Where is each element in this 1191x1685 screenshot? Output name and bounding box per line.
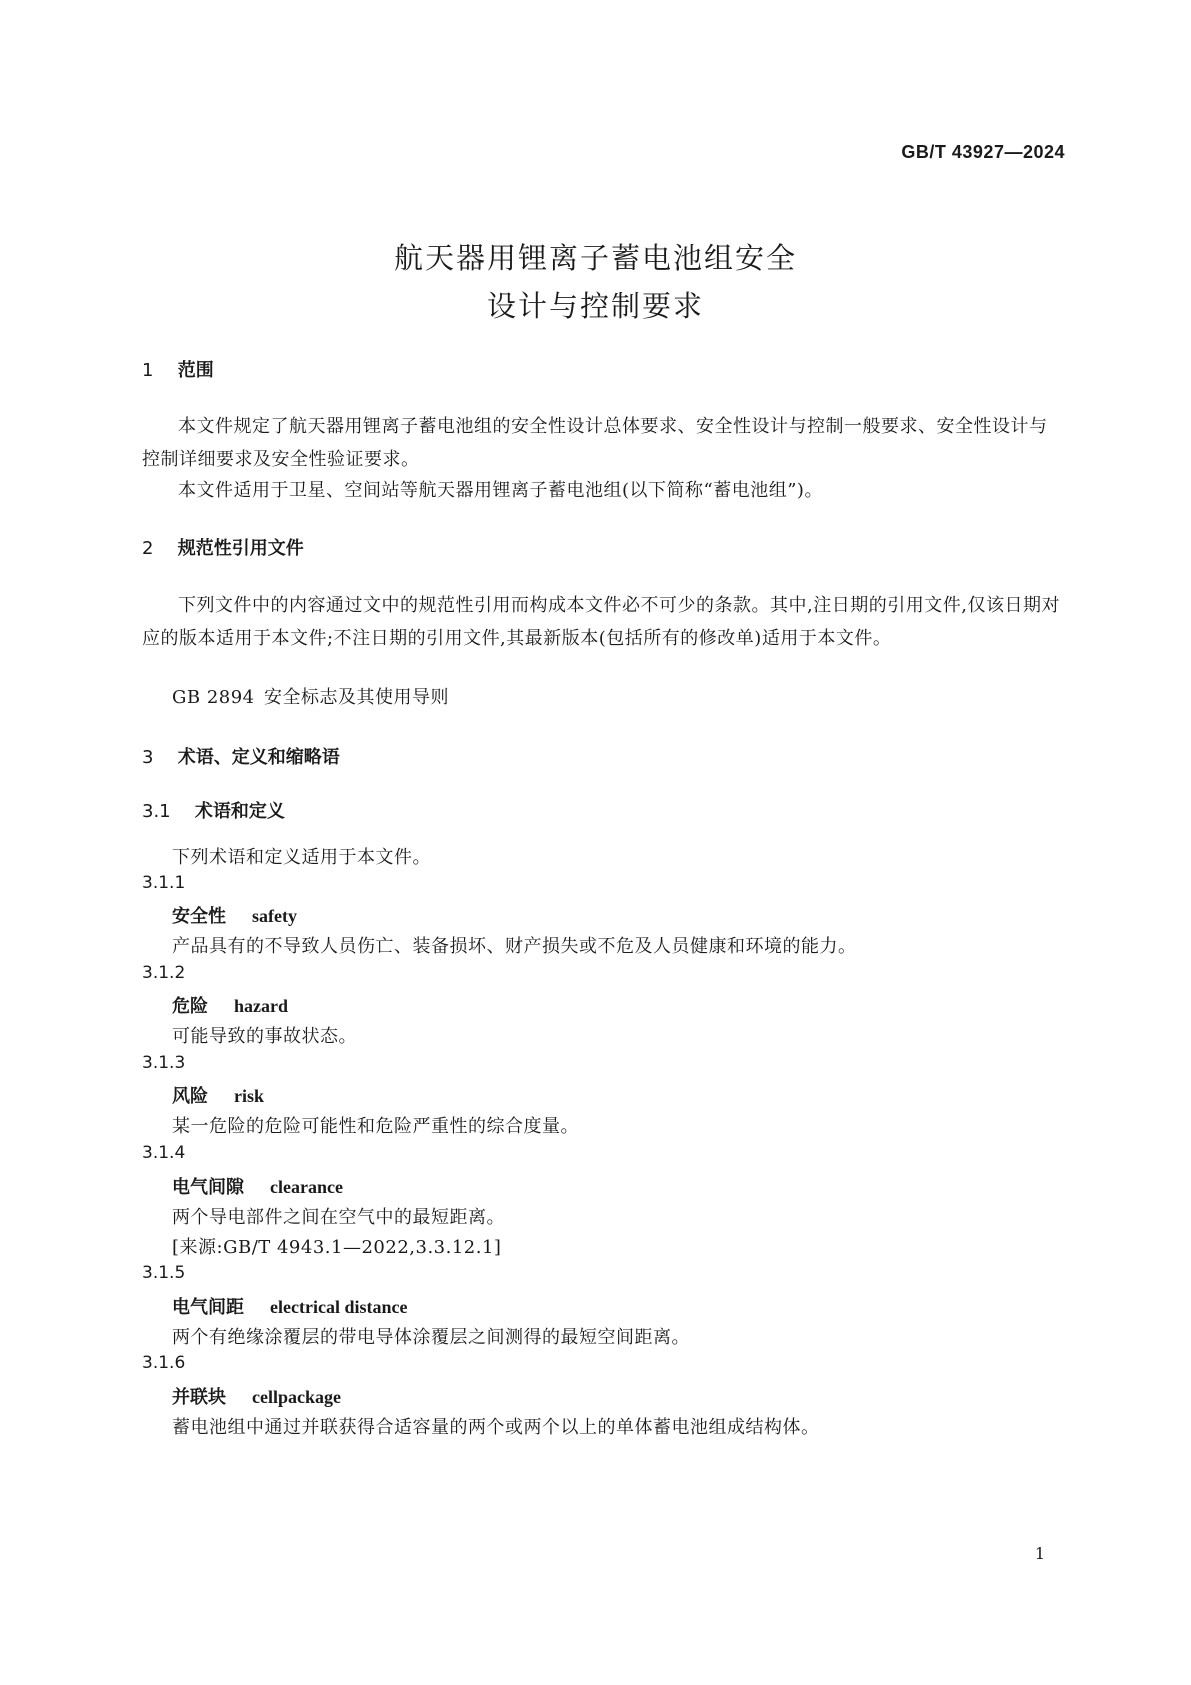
term-en: hazard	[234, 996, 288, 1016]
title-line-1: 航天器用锂离子蓄电池组安全	[393, 241, 797, 275]
section-number: 3	[142, 747, 154, 768]
terms-intro: 下列术语和定义适用于本文件。	[172, 847, 431, 868]
section-1-paragraph-2: 本文件适用于卫星、空间站等航天器用锂离子蓄电池组(以下简称“蓄电池组”)。	[178, 480, 823, 501]
term-en: safety	[252, 906, 297, 926]
section-1-heading	[142, 356, 214, 382]
term-heading	[172, 902, 297, 928]
term-heading	[172, 1293, 407, 1319]
term-definition: 两个有绝缘涂覆层的带电导体涂覆层之间测得的最短空间距离。	[172, 1327, 690, 1348]
term-en: risk	[234, 1086, 265, 1106]
term-zh: 电气间距	[172, 1297, 244, 1318]
section-number: 2	[142, 538, 154, 559]
section-number: 1	[142, 360, 154, 381]
section-2-paragraph-1: 下列文件中的内容通过文中的规范性引用而构成本文件必不可少的条款。其中,注日期的引用文件,仅该日期对应的版本适用于本文件;不注日期的引用文件,其最新版本(包括所有的修改单)适用于本文件。	[142, 595, 1060, 649]
term-number: 3.1.3	[142, 1053, 186, 1073]
section-1-paragraph-1: 本文件规定了航天器用锂离子蓄电池组的安全性设计总体要求、安全性设计与控制一般要求、安全性设计与控制详细要求及安全性验证要求。	[142, 416, 1048, 470]
document-title	[0, 234, 1191, 330]
term-definition: 产品具有的不导致人员伤亡、装备损坏、财产损失或不危及人员健康和环境的能力。	[172, 936, 857, 957]
term-number: 3.1.4	[142, 1143, 186, 1163]
term-number: 3.1.5	[142, 1263, 186, 1283]
page-number: 1	[1034, 1544, 1045, 1563]
term-definition: 两个导电部件之间在空气中的最短距离。	[172, 1207, 505, 1228]
title-line-2: 设计与控制要求	[486, 289, 704, 323]
normative-reference	[172, 683, 449, 709]
section-3-heading	[142, 743, 340, 769]
term-heading	[172, 1383, 341, 1409]
section-title: 术语、定义和缩略语	[177, 747, 340, 768]
term-en: cellpackage	[252, 1387, 341, 1407]
term-heading	[172, 992, 288, 1018]
term-source: [来源:GB/T 4943.1—2022,3.3.12.1]	[172, 1237, 502, 1258]
term-zh: 并联块	[172, 1387, 226, 1408]
section-number: 3.1	[142, 801, 171, 822]
term-zh: 电气间隙	[172, 1177, 244, 1198]
term-en: clearance	[270, 1177, 343, 1197]
section-3-1-heading	[142, 797, 285, 823]
term-heading	[172, 1173, 343, 1199]
section-2-heading	[142, 534, 304, 560]
term-number: 3.1.6	[142, 1353, 186, 1373]
term-zh: 安全性	[172, 906, 226, 927]
section-title: 规范性引用文件	[177, 538, 304, 559]
term-number: 3.1.1	[142, 873, 186, 893]
term-number: 3.1.2	[142, 963, 186, 983]
term-definition: 某一危险的危险可能性和危险严重性的综合度量。	[172, 1116, 579, 1137]
term-zh: 风险	[172, 1086, 208, 1107]
term-definition: 可能导致的事故状态。	[172, 1026, 357, 1047]
section-title: 范围	[177, 360, 214, 381]
term-definition: 蓄电池组中通过并联获得合适容量的两个或两个以上的单体蓄电池组成结构体。	[172, 1417, 820, 1438]
reference-title: 安全标志及其使用导则	[264, 687, 449, 708]
term-en: electrical distance	[270, 1297, 408, 1317]
standard-code: GB/T 43927—2024	[901, 142, 1065, 162]
term-zh: 危险	[172, 996, 208, 1017]
section-title: 术语和定义	[194, 801, 285, 822]
term-heading	[172, 1082, 264, 1108]
reference-code: GB 2894	[172, 687, 255, 708]
